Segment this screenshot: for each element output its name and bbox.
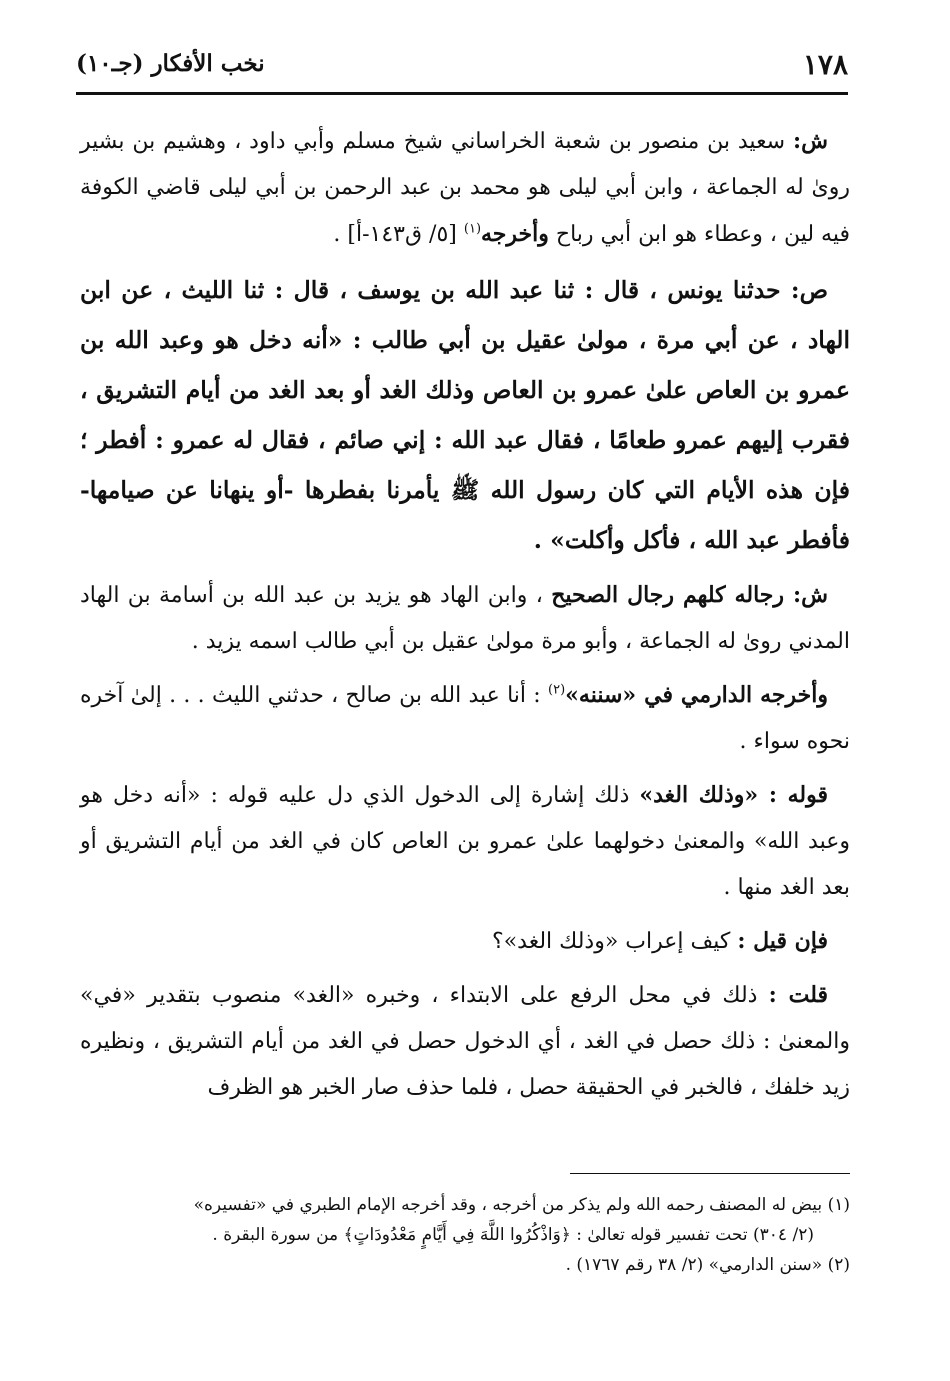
- footnote-ref[interactable]: (٢): [548, 682, 566, 698]
- paragraph-marker: ش:: [793, 582, 828, 608]
- page-number: ١٧٨: [802, 48, 848, 81]
- paragraph-marker: فإن قيل :: [737, 928, 828, 954]
- footnote-1-continued: [80, 1220, 850, 1250]
- header-rule: [76, 92, 848, 95]
- paragraph-marker: وأخرجه الدارمي في «سننه»: [565, 682, 828, 708]
- footnote-text: «سنن الدارمي» (٢/ ٣٨ رقم ١٧٦٧) .: [565, 1255, 828, 1275]
- emphasis-text: وأخرجه: [481, 221, 549, 247]
- paragraph-text: ، وابن الهاد هو يزيد بن عبد الله بن أسامة بن الهاد المدني روىٰ له الجماعة ، وأبو مرة مولىٰ عقيل بن أبي طالب اسمه يزيد .: [80, 583, 850, 654]
- emphasis-text: رجاله كلهم رجال الصحيح: [551, 582, 794, 608]
- paragraph-text: ذلك في محل الرفع على الابتداء ، وخبره «الغد» منصوب بتقدير «في» والمعنىٰ : ذلك حصل في الغد ، أي الدخول حصل في الغد من أيام التشريق ، ونظيره زيد خلفك ، فالخبر في الحقيقة حصل ، فلما حذف صار الخبر هو الظرف: [80, 983, 850, 1100]
- main-text: [80, 118, 850, 1118]
- page-header: [76, 48, 848, 94]
- commentary-paragraph-2: [80, 572, 850, 665]
- footnotes: [80, 1190, 850, 1280]
- paragraph-marker: ش:: [793, 128, 828, 154]
- paragraph-marker: ص:: [790, 276, 828, 304]
- footnote-marker: (٢): [827, 1255, 850, 1275]
- paragraph-text: ذلك إشارة إلى الدخول الذي دل عليه قوله : «أنه دخل هو وعبد الله» والمعنىٰ دخولهما علىٰ عمرو بن العاص كان في الغد من أيام التشريق أو بعد الغد منها .: [80, 783, 850, 900]
- hadith-text-paragraph: [80, 265, 850, 565]
- commentary-paragraph-6: [80, 972, 850, 1111]
- footnote-1: [80, 1190, 850, 1220]
- paragraph-text: : أنا عبد الله بن صالح ، حدثني الليث . . . إلىٰ آخره نحوه سواء .: [80, 683, 850, 754]
- footnote-ref[interactable]: (١): [463, 221, 482, 237]
- paragraph-text: حدثنا يونس ، قال : ثنا عبد الله بن يوسف ، قال : ثنا الليث ، عن ابن الهاد ، عن أبي مرة ، مولىٰ عقيل بن أبي طالب : «أنه دخل هو وعبد الله بن عمرو بن العاص علىٰ عمرو بن العاص وذلك الغد أو بعد الغد من أيام التشريق ، فقرب إليهم عمرو طعامًا ، فقال عبد الله : إني صائم ، فقال له عمرو : أفطر ؛ فإن هذه الأيام التي كان رسول الله ﷺ يأمرنا بفطرها -أو ينهانا عن صيامها- فأفطر عبد الله ، فأكل وأكلت» .: [80, 276, 851, 554]
- footnote-text: بيض له المصنف رحمه الله ولم يذكر من أخرجه ، وقد أخرجه الإمام الطبري في «تفسيره»: [193, 1195, 828, 1215]
- paragraph-tail: [٥/ ق١٤٣-أ] .: [333, 222, 464, 247]
- commentary-paragraph-1: [80, 118, 850, 258]
- footnote-2: [80, 1250, 850, 1280]
- commentary-paragraph-5: [80, 918, 850, 965]
- paragraph-marker: قوله : «وذلك الغد»: [639, 782, 829, 808]
- footnote-separator: [570, 1173, 850, 1174]
- commentary-paragraph-4: [80, 772, 850, 911]
- paragraph-text: سعيد بن منصور بن شعبة الخراساني شيخ مسلم وأبي داود ، وهشيم بن بشير روىٰ له الجماعة ، وابن أبي ليلى هو محمد بن عبد الرحمن بن أبي ليلى قاضي الكوفة فيه لين ، وعطاء هو ابن أبي رباح: [80, 129, 850, 247]
- paragraph-text: كيف إعراب «وذلك الغد»؟: [492, 929, 738, 954]
- footnote-marker: (١): [827, 1195, 850, 1215]
- commentary-paragraph-3: [80, 672, 850, 765]
- footnote-text: (٢/ ٣٠٤) تحت تفسير قوله تعالىٰ : ﴿وَاذْكُرُوا اللَّهَ فِي أَيَّامٍ مَعْدُودَاتٍ﴾ من سورة البقرة .: [212, 1225, 814, 1245]
- paragraph-marker: قلت :: [768, 982, 828, 1008]
- running-title: نخب الأفكار (جـ١٠): [76, 50, 265, 77]
